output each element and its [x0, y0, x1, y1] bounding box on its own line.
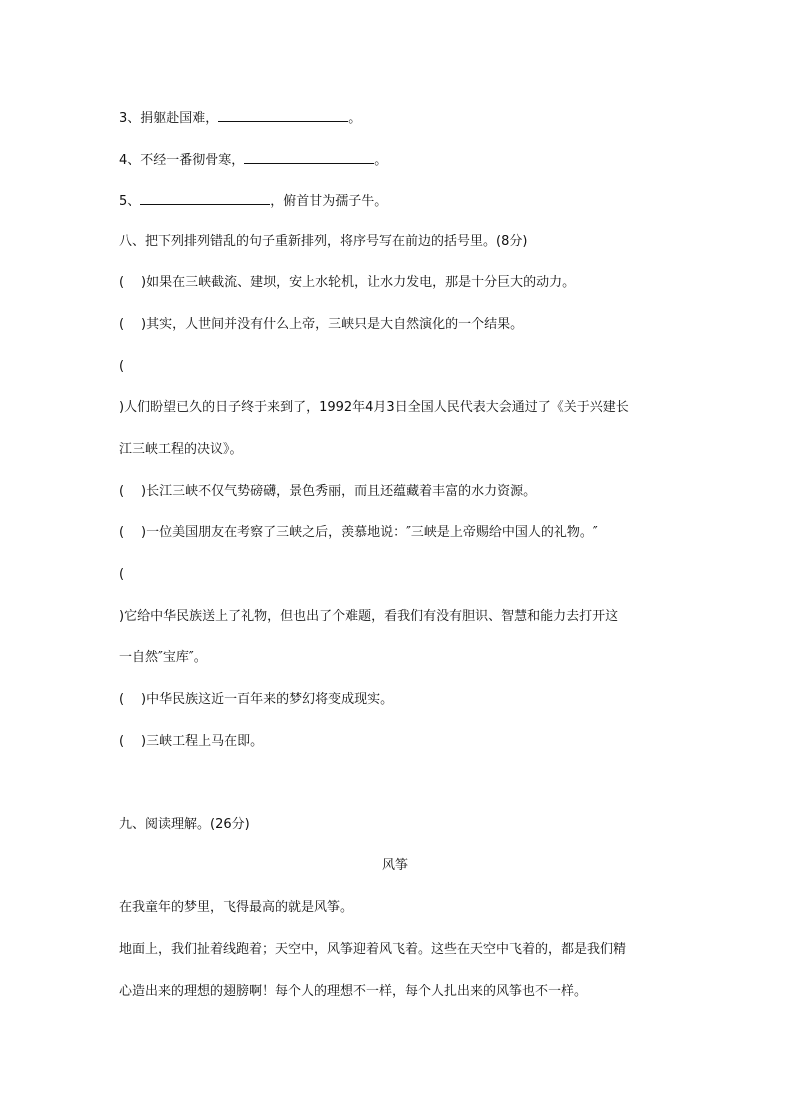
paren-open[interactable]: (: [119, 692, 125, 707]
paren-open[interactable]: (: [119, 275, 125, 290]
answer-blank[interactable]: [244, 151, 374, 164]
reorder-item-text: 人们盼望已久的日子终于来到了，1992年4月3日全国人民代表大会通过了《关于兴建长: [124, 400, 629, 415]
fill-line-3: [119, 109, 361, 127]
reorder-item: [119, 609, 618, 625]
fill-line-5: [119, 192, 387, 210]
reorder-item-text: 三峡工程上马在即。: [146, 734, 264, 749]
paren-close: ): [119, 400, 125, 415]
paren-open[interactable]: (: [119, 734, 125, 749]
answer-blank[interactable]: [140, 192, 270, 205]
article-paragraph-continuation: 心造出来的理想的翅膀啊！每个人的理想不一样，每个人扎出来的风筝也不一样。: [119, 984, 588, 999]
reorder-item: [119, 400, 629, 416]
reorder-item-text: 其实，人世间并没有什么上帝，三峡只是大自然演化的一个结果。: [146, 317, 524, 332]
fill-line-suffix: ，俯首甘为孺子牛。: [270, 194, 388, 209]
paren-close: ): [119, 609, 125, 624]
reorder-item: [119, 484, 536, 500]
fill-line-suffix: 。: [374, 153, 388, 168]
fill-line-suffix: 。: [348, 111, 362, 126]
fill-line-prefix: 5、: [119, 194, 141, 209]
reorder-item: [119, 734, 263, 750]
article-title: 风筝: [381, 858, 408, 873]
reorder-item-continuation: 一自然″宝库″。: [119, 650, 207, 665]
paren-close: ): [141, 734, 147, 749]
reorder-item-text: 一位美国朋友在考察了三峡之后，羡慕地说：″三峡是上帝赐给中国人的礼物。″: [146, 525, 598, 540]
reorder-item-text: 中华民族这近一百年来的梦幻将变成现实。: [146, 692, 394, 707]
paren-close: ): [141, 317, 147, 332]
paren-close: ): [141, 692, 147, 707]
article-paragraph: 在我童年的梦里，飞得最高的就是风筝。: [119, 900, 354, 915]
paren-close: ): [141, 275, 147, 290]
reorder-item: [119, 525, 598, 541]
fill-line-prefix: 3、捐躯赴国难，: [119, 111, 219, 126]
paren-open[interactable]: (: [119, 567, 125, 582]
reorder-item-text: 长江三峡不仅气势磅礴，景色秀丽，而且还蕴藏着丰富的水力资源。: [146, 484, 537, 499]
paren-open[interactable]: (: [119, 317, 125, 332]
reorder-item-text: 如果在三峡截流、建坝，安上水轮机，让水力发电，那是十分巨大的动力。: [146, 275, 576, 290]
reorder-item-continuation: 江三峡工程的决议》。: [119, 442, 243, 457]
paren-open[interactable]: (: [119, 484, 125, 499]
section8-heading: 八、把下列排列错乱的句子重新排列，将序号写在前边的括号里。(8分): [119, 234, 528, 249]
paren-open[interactable]: (: [119, 359, 125, 374]
paren-close: ): [141, 525, 147, 540]
paren-close: ): [141, 484, 147, 499]
paren-open[interactable]: (: [119, 525, 125, 540]
fill-line-prefix: 4、不经一番彻骨寒，: [119, 153, 245, 168]
section9-heading: 九、阅读理解。(26分): [119, 817, 250, 832]
article-paragraph: 地面上，我们扯着线跑着；天空中，风筝迎着风飞着。这些在天空中飞着的，都是我们精: [119, 942, 627, 957]
reorder-item-text: 它给中华民族送上了礼物，但也出了个难题，看我们有没有胆识、智慧和能力去打开这: [124, 609, 619, 624]
fill-line-4: [119, 151, 387, 169]
reorder-item: [119, 275, 575, 291]
answer-blank[interactable]: [218, 109, 348, 122]
reorder-item: [119, 317, 523, 333]
reorder-item: [119, 692, 393, 708]
